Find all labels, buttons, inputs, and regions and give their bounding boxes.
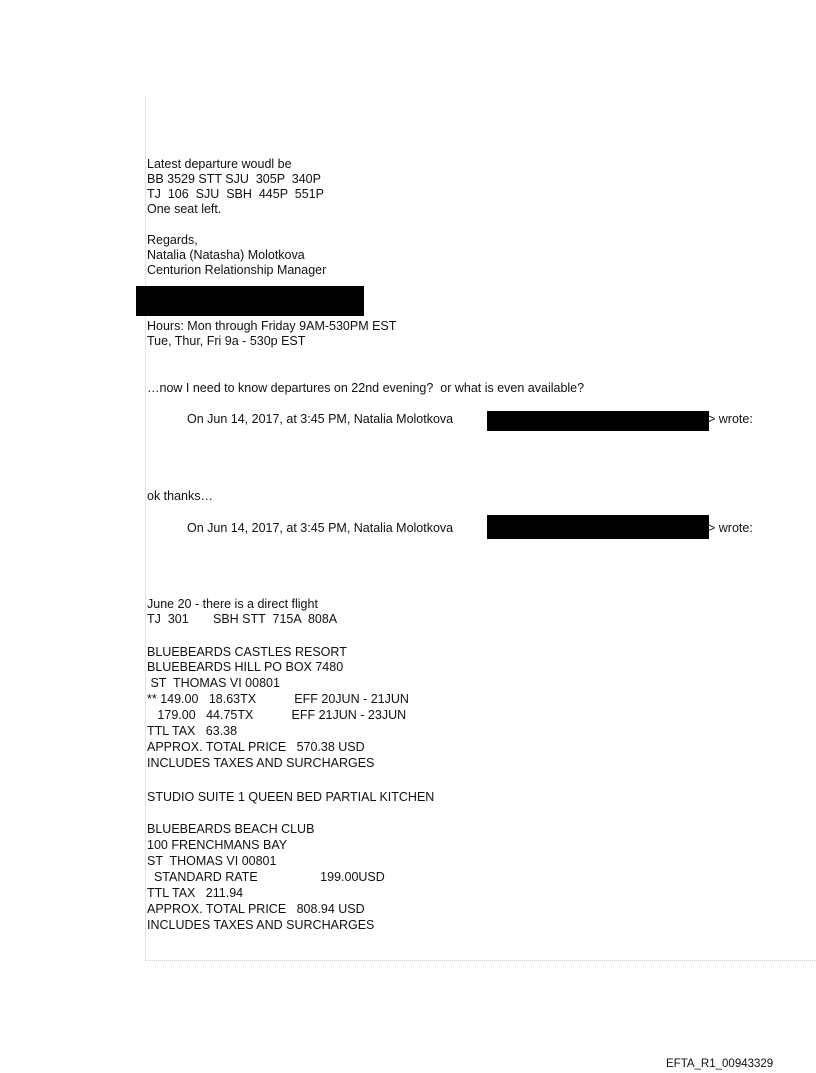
redaction-block <box>487 411 709 431</box>
reply-text: …now I need to know departures on 22nd evening? or what is even available? <box>147 381 585 395</box>
text-line: BLUEBEARDS HILL PO BOX 7480 <box>147 660 344 674</box>
hours-line: Hours: Mon through Friday 9AM-530PM EST <box>147 319 397 333</box>
reply-text: ok thanks… <box>147 489 214 503</box>
text-line: June 20 - there is a direct flight <box>147 597 318 611</box>
text-line: ST THOMAS VI 00801 <box>147 676 280 690</box>
text-line: APPROX. TOTAL PRICE 808.94 USD <box>147 902 365 916</box>
text-line: STUDIO SUITE 1 QUEEN BED PARTIAL KITCHEN <box>147 790 435 804</box>
text-line: TTL TAX 211.94 <box>147 886 244 900</box>
text-line: BB 3529 STT SJU 305P 340P <box>147 172 321 186</box>
redaction-block <box>136 286 364 316</box>
text-line: INCLUDES TAXES AND SURCHARGES <box>147 756 375 770</box>
text-line: TTL TAX 63.38 <box>147 724 238 738</box>
document-id: EFTA_R1_00943329 <box>666 1058 774 1070</box>
text-line: INCLUDES TAXES AND SURCHARGES <box>147 918 375 932</box>
redaction-block <box>487 515 709 539</box>
text-line: APPROX. TOTAL PRICE 570.38 USD <box>147 740 365 754</box>
quote-suffix: > wrote: <box>708 521 753 535</box>
text-line: TJ 301 SBH STT 715A 808A <box>147 612 338 626</box>
hours-line: Tue, Thur, Fri 9a - 530p EST <box>147 334 306 348</box>
text-line: BLUEBEARDS CASTLES RESORT <box>147 645 347 659</box>
text-line: ST THOMAS VI 00801 <box>147 854 277 868</box>
signature-line: Regards, <box>147 233 198 247</box>
text-line: TJ 106 SJU SBH 445P 551P <box>147 187 324 201</box>
signature-line: Natalia (Natasha) Molotkova <box>147 248 305 262</box>
quote-suffix: > wrote: <box>708 412 753 426</box>
text-line: 179.00 44.75TX EFF 21JUN - 23JUN <box>147 708 407 722</box>
quote-header: On Jun 14, 2017, at 3:45 PM, Natalia Molotkova <box>187 412 454 426</box>
quote-header: On Jun 14, 2017, at 3:45 PM, Natalia Molotkova <box>187 521 454 535</box>
text-line: Latest departure woudl be <box>147 157 292 171</box>
text-line: One seat left. <box>147 202 222 216</box>
signature-line: Centurion Relationship Manager <box>147 263 327 277</box>
text-line: STANDARD RATE 199.00USD <box>147 870 385 884</box>
text-line: 100 FRENCHMANS BAY <box>147 838 288 852</box>
text-line: ** 149.00 18.63TX EFF 20JUN - 21JUN <box>147 692 409 706</box>
text-line: BLUEBEARDS BEACH CLUB <box>147 822 315 836</box>
